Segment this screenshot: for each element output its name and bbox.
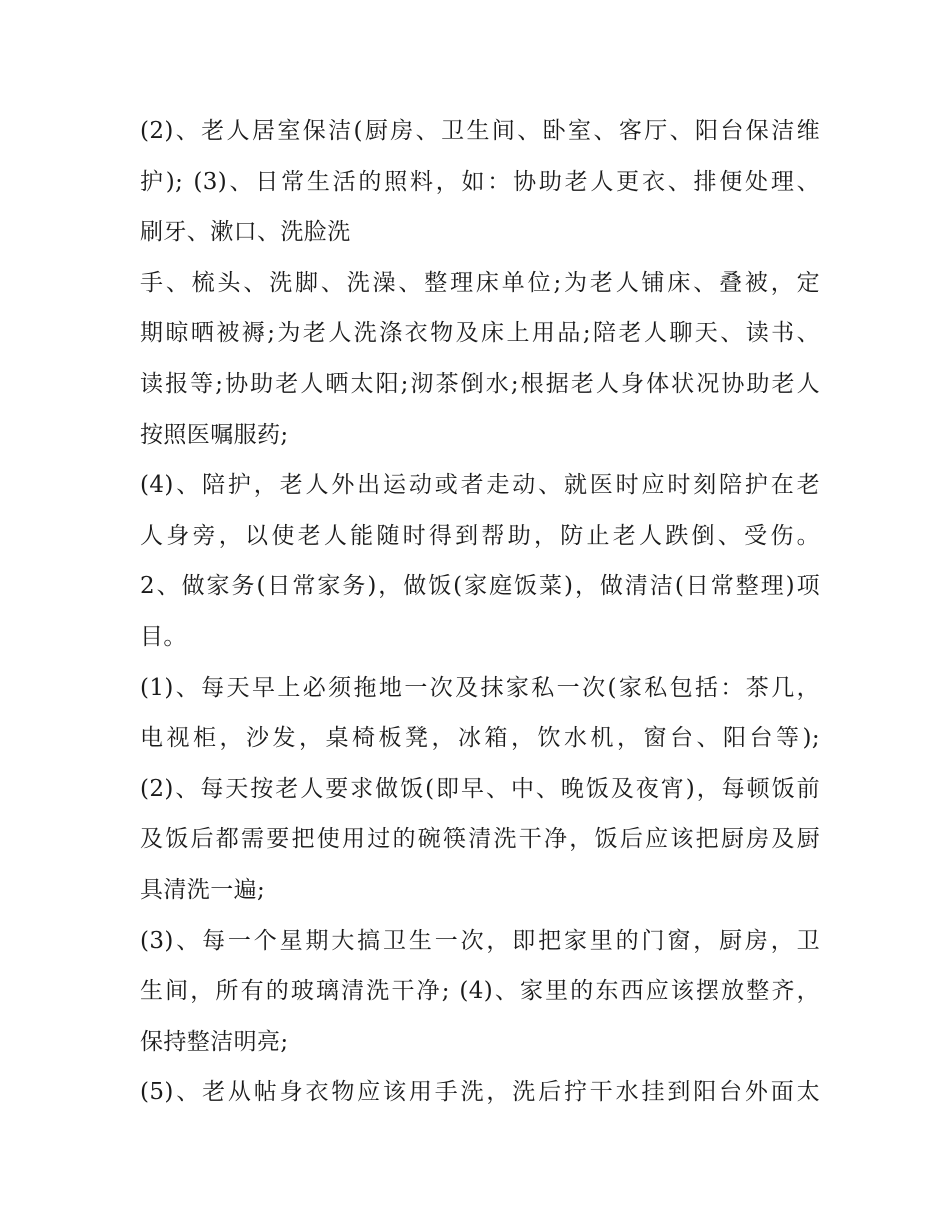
text-line: (2)、每天按老人要求做饭(即早、中、晚饭及夜宵)，每顿饭前	[140, 775, 820, 802]
text-line: 手、梳头、洗脚、洗澡、整理床单位;为老人铺床、叠被，定	[140, 269, 820, 296]
text-line: 护); (3)、日常生活的照料，如：协助老人更衣、排便处理、	[140, 168, 820, 195]
document-body	[140, 106, 820, 1118]
text-line: 电视柜，沙发，桌椅板凳，冰箱，饮水机，窗台、阳台等);	[140, 725, 820, 752]
text-line: 生间，所有的玻璃清洗干净; (4)、家里的东西应该摆放整齐，	[140, 978, 820, 1005]
text-line: 刷牙、漱口、洗脸洗	[140, 219, 351, 246]
text-line: 2、做家务(日常家务)，做饭(家庭饭菜)，做清洁(日常整理)项	[140, 573, 820, 600]
text-line: 具清洗一遍;	[140, 876, 266, 903]
text-line: (2)、老人居室保洁(厨房、卫生间、卧室、客厅、阳台保洁维	[140, 118, 820, 144]
text-line: 保持整洁明亮;	[140, 1028, 289, 1055]
text-line: (4)、陪护，老人外出运动或者走动、就医时应时刻陪护在老	[140, 472, 820, 499]
text-line: 人身旁，以使老人能随时得到帮助，防止老人跌倒、受伤。	[140, 522, 820, 549]
text-line: (1)、每天早上必须拖地一次及抹家私一次(家私包括：茶几，	[140, 674, 820, 701]
text-line: 按照医嘱服药;	[140, 421, 289, 448]
text-line: (3)、每一个星期大搞卫生一次，即把家里的门窗，厨房，卫	[140, 927, 820, 954]
text-line: 期晾晒被褥;为老人洗涤衣物及床上用品;陪老人聊天、读书、	[140, 320, 820, 347]
text-line: 目。	[140, 623, 187, 650]
text-line: 读报等;协助老人晒太阳;沏茶倒水;根据老人身体状况协助老人	[140, 370, 820, 397]
text-line: (5)、老从帖身衣物应该用手洗，洗后拧干水挂到阳台外面太	[140, 1079, 820, 1106]
text-line: 及饭后都需要把使用过的碗筷清洗干净，饭后应该把厨房及厨	[140, 826, 820, 853]
